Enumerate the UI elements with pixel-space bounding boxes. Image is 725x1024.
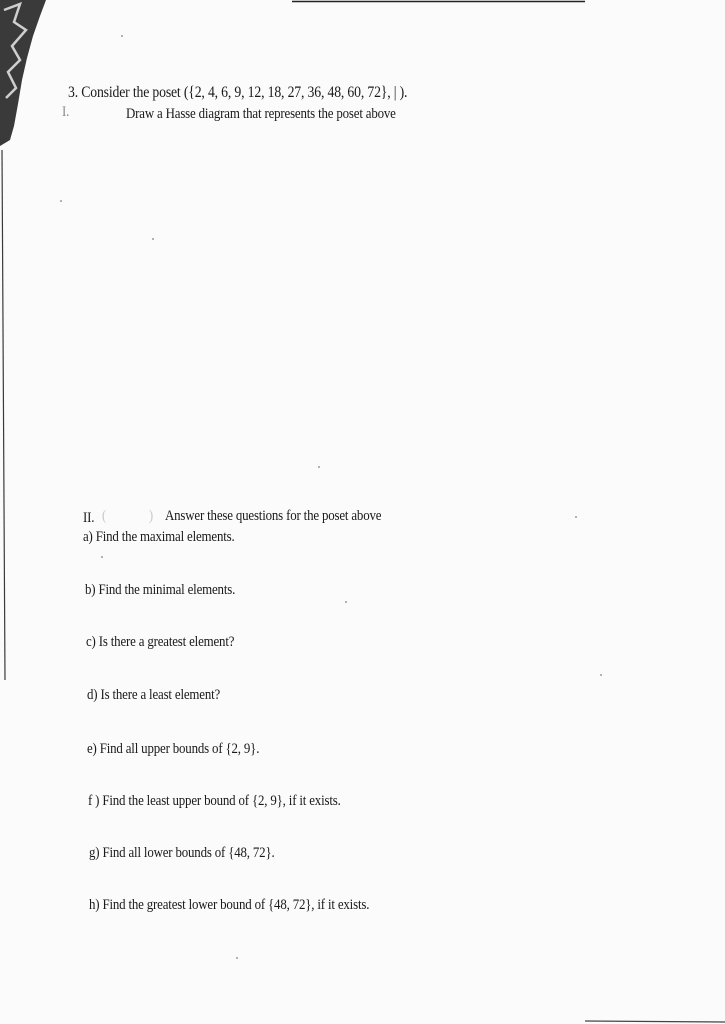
part-i-instruction: Draw a Hasse diagram that represents the poset above bbox=[126, 106, 396, 122]
problem-number: 3. bbox=[68, 84, 78, 101]
faded-parentheses: ( ) bbox=[102, 508, 153, 524]
question-f: f ) Find the least upper bound of {2, 9}, if it exists. bbox=[88, 793, 341, 809]
scan-speck bbox=[101, 556, 103, 558]
question-h: h) Find the greatest lower bound of {48, 72}, if it exists. bbox=[89, 897, 370, 913]
scan-speck bbox=[318, 466, 320, 468]
question-b: b) Find the minimal elements. bbox=[85, 582, 236, 598]
question-g: g) Find all lower bounds of {48, 72}. bbox=[89, 845, 275, 861]
problem-heading bbox=[68, 84, 407, 102]
scan-speck bbox=[152, 238, 154, 240]
hasse-diagram-answer-space bbox=[60, 140, 660, 500]
scan-speck bbox=[60, 200, 62, 202]
scan-speck bbox=[236, 957, 238, 959]
left-edge-line bbox=[2, 150, 5, 680]
problem-statement: Consider the poset ({2, 4, 6, 9, 12, 18, 27, 36, 48, 60, 72}, | ). bbox=[81, 84, 408, 101]
scan-speck bbox=[121, 35, 123, 37]
scan-speck bbox=[575, 516, 577, 518]
question-e: e) Find all upper bounds of {2, 9}. bbox=[87, 741, 260, 757]
question-d: d) Is there a least element? bbox=[87, 687, 221, 703]
torn-corner bbox=[0, 0, 46, 146]
part-ii-label: II. bbox=[83, 510, 95, 526]
part-ii-instruction: Answer these questions for the poset above bbox=[165, 508, 382, 524]
question-c: c) Is there a greatest element? bbox=[86, 634, 235, 650]
scan-speck bbox=[600, 674, 602, 676]
scan-speck bbox=[345, 601, 347, 603]
question-a: a) Find the maximal elements. bbox=[83, 529, 235, 545]
part-i-label: I. bbox=[62, 104, 70, 120]
bottom-edge-line bbox=[585, 1021, 725, 1022]
